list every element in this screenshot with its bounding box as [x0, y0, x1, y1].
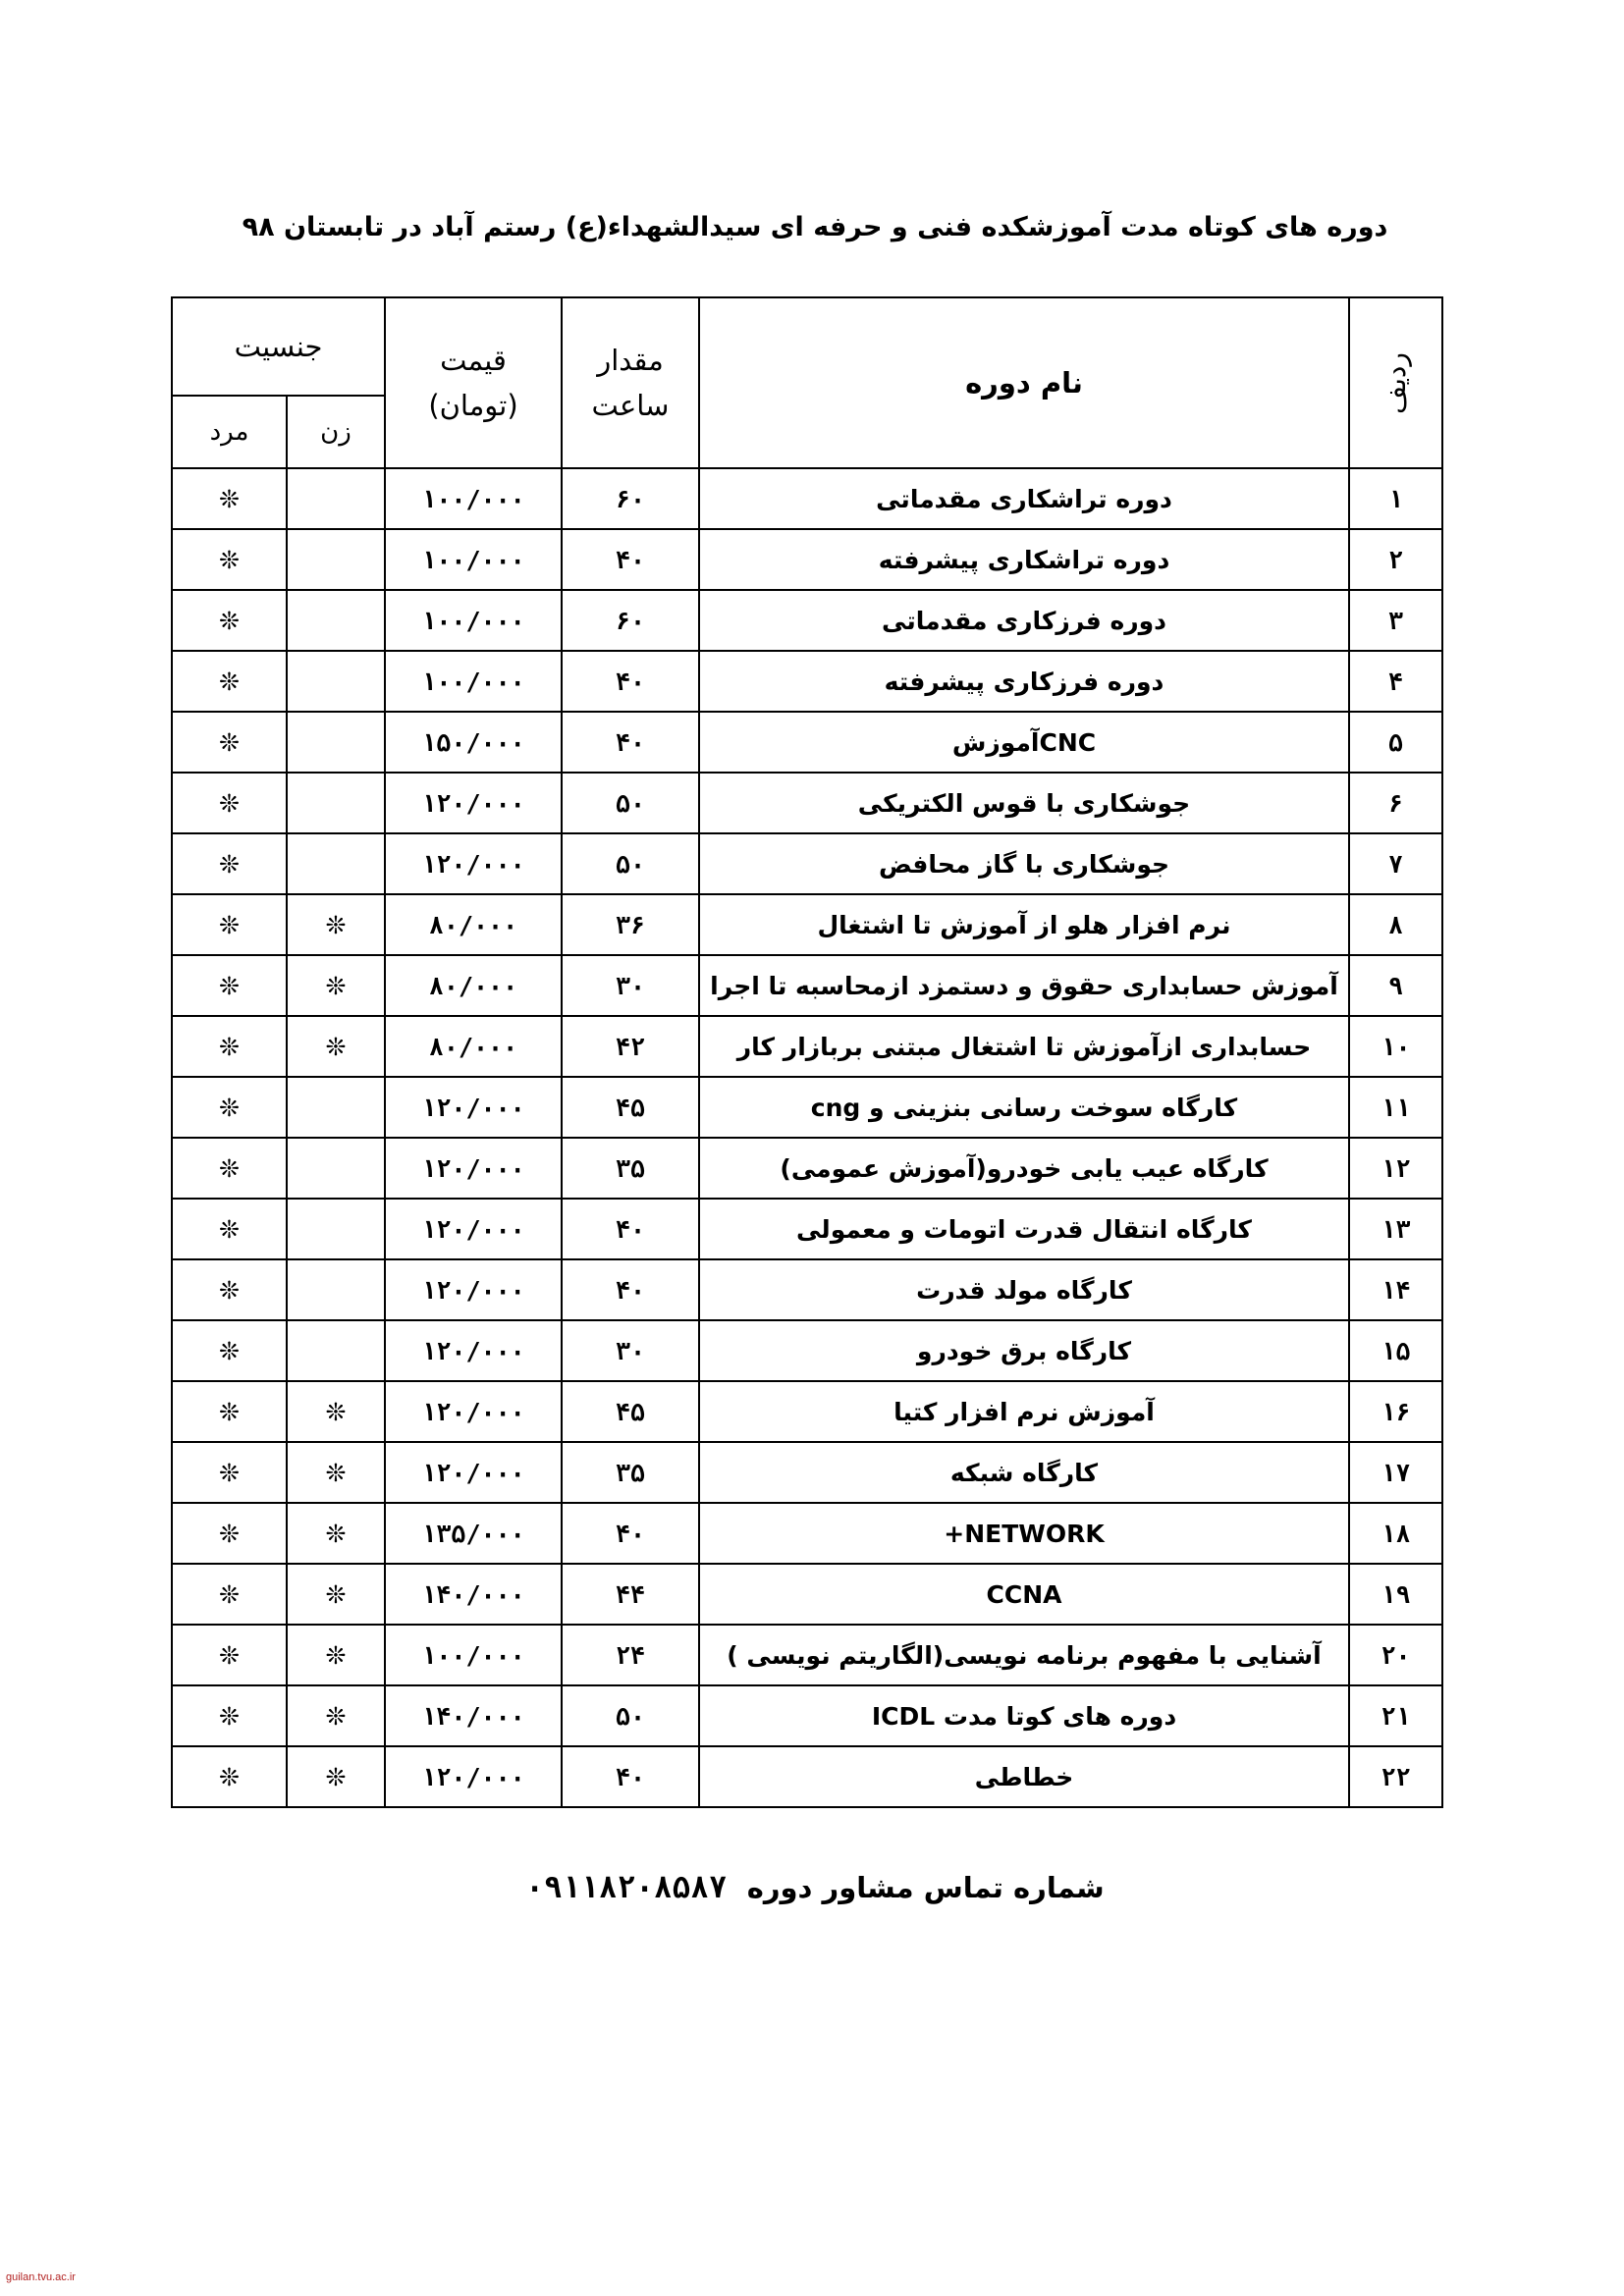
course-name-cell: کارگاه سوخت رسانی بنزینی و cng [699, 1077, 1349, 1138]
course-name-cell: دوره فرزکاری پیشرفته [699, 651, 1349, 712]
row-number-cell: ۶ [1349, 773, 1442, 833]
male-mark-cell: ❊ [172, 651, 287, 712]
row-number-cell: ۱۴ [1349, 1259, 1442, 1320]
hours-cell: ۴۰ [562, 1503, 699, 1564]
female-mark-cell [287, 1320, 385, 1381]
table-row [172, 529, 1442, 590]
hours-cell: ۴۰ [562, 1199, 699, 1259]
table-row [172, 773, 1442, 833]
footer-phone-number: ۰۹۱۱۸۲۰۸۵۸۷ [525, 1870, 728, 1905]
row-number-cell: ۱ [1349, 468, 1442, 529]
row-number-cell: ۲ [1349, 529, 1442, 590]
female-mark-cell [287, 468, 385, 529]
course-name-cell: آموزش حسابداری حقوق و دستمزد ازمحاسبه تا اجرا [699, 955, 1349, 1016]
price-cell: ۸۰/۰۰۰ [385, 955, 562, 1016]
course-name-cell: CCNA [699, 1564, 1349, 1625]
price-cell: ۱۰۰/۰۰۰ [385, 529, 562, 590]
price-cell: ۱۰۰/۰۰۰ [385, 590, 562, 651]
course-name-cell: آموزش نرم افزار کتیا [699, 1381, 1349, 1442]
header-price-line2: (تومان) [428, 389, 518, 422]
header-price-line1: قیمت [440, 344, 507, 377]
footer-contact [147, 1853, 1483, 1922]
course-name-cell: NETWORK+ [699, 1503, 1349, 1564]
site-watermark: guilan.tvu.ac.ir [6, 2271, 76, 2283]
table-row [172, 1625, 1442, 1685]
male-mark-cell: ❊ [172, 1625, 287, 1685]
course-name-cell: کارگاه برق خودرو [699, 1320, 1349, 1381]
course-name-cell: دوره فرزکاری مقدماتی [699, 590, 1349, 651]
price-cell: ۱۴۰/۰۰۰ [385, 1685, 562, 1746]
price-cell: ۱۵۰/۰۰۰ [385, 712, 562, 773]
table-row [172, 833, 1442, 894]
male-mark-cell: ❊ [172, 833, 287, 894]
hours-cell: ۴۲ [562, 1016, 699, 1077]
price-cell: ۱۲۰/۰۰۰ [385, 1381, 562, 1442]
table-row [172, 1442, 1442, 1503]
female-mark-cell [287, 651, 385, 712]
course-name-cell: دوره تراشکاری مقدماتی [699, 468, 1349, 529]
hours-cell: ۳۵ [562, 1138, 699, 1199]
row-number-cell: ۵ [1349, 712, 1442, 773]
header-course-name: نام دوره [699, 297, 1349, 468]
female-mark-cell: ❊ [287, 955, 385, 1016]
male-mark-cell: ❊ [172, 468, 287, 529]
price-cell: ۱۲۰/۰۰۰ [385, 833, 562, 894]
female-mark-cell [287, 712, 385, 773]
male-mark-cell: ❊ [172, 529, 287, 590]
hours-cell: ۶۰ [562, 468, 699, 529]
row-number-cell: ۱۹ [1349, 1564, 1442, 1625]
row-number-cell: ۱۶ [1349, 1381, 1442, 1442]
table-row [172, 1259, 1442, 1320]
hours-cell: ۲۴ [562, 1625, 699, 1685]
hours-cell: ۴۰ [562, 529, 699, 590]
table-row [172, 1199, 1442, 1259]
male-mark-cell: ❊ [172, 1442, 287, 1503]
price-cell: ۱۰۰/۰۰۰ [385, 1625, 562, 1685]
course-name-cell: دوره تراشکاری پیشرفته [699, 529, 1349, 590]
hours-cell: ۴۴ [562, 1564, 699, 1625]
hours-cell: ۴۰ [562, 1746, 699, 1807]
row-number-cell: ۲۱ [1349, 1685, 1442, 1746]
table-row [172, 1320, 1442, 1381]
row-number-cell: ۱۰ [1349, 1016, 1442, 1077]
header-row-number [1349, 297, 1442, 468]
female-mark-cell [287, 833, 385, 894]
hours-cell: ۳۰ [562, 955, 699, 1016]
price-cell: ۱۲۰/۰۰۰ [385, 1320, 562, 1381]
table-row [172, 1016, 1442, 1077]
footer-contact-label: شماره تماس مشاور دوره [746, 1871, 1105, 1904]
male-mark-cell: ❊ [172, 1564, 287, 1625]
course-name-cell: دوره های کوتا مدت ICDL [699, 1685, 1349, 1746]
male-mark-cell: ❊ [172, 1259, 287, 1320]
row-number-cell: ۷ [1349, 833, 1442, 894]
hours-cell: ۴۵ [562, 1381, 699, 1442]
course-name-cell: کارگاه عیب یابی خودرو(آموزش عمومی) [699, 1138, 1349, 1199]
row-number-cell: ۹ [1349, 955, 1442, 1016]
female-mark-cell [287, 529, 385, 590]
price-cell: ۸۰/۰۰۰ [385, 894, 562, 955]
page-title: دوره های کوتاه مدت آموزشکده فنی و حرفه ای سیدالشهداء(ع) رستم آباد در تابستان ۹۸ [242, 212, 1388, 242]
course-name-cell: حسابداری ازآموزش تا اشتغال مبتنی برباز‌ار کار [699, 1016, 1349, 1077]
male-mark-cell: ❊ [172, 894, 287, 955]
course-name-cell: کارگاه مولد قدرت [699, 1259, 1349, 1320]
male-mark-cell: ❊ [172, 1320, 287, 1381]
hours-cell: ۴۰ [562, 651, 699, 712]
row-number-cell: ۳ [1349, 590, 1442, 651]
row-number-cell: ۱۳ [1349, 1199, 1442, 1259]
table-row [172, 955, 1442, 1016]
male-mark-cell: ❊ [172, 955, 287, 1016]
header-hours-line2: ساعت [591, 389, 670, 422]
row-number-cell: ۸ [1349, 894, 1442, 955]
row-number-cell: ۱۷ [1349, 1442, 1442, 1503]
header-hours-line1: مقدار [597, 344, 664, 377]
row-number-cell: ۱۲ [1349, 1138, 1442, 1199]
hours-cell: ۳۵ [562, 1442, 699, 1503]
course-name-cell: جوشکاری با قوس الکتریکی [699, 773, 1349, 833]
female-mark-cell: ❊ [287, 1442, 385, 1503]
hours-cell: ۳۶ [562, 894, 699, 955]
price-cell: ۱۲۰/۰۰۰ [385, 773, 562, 833]
header-gender: جنسیت [172, 297, 385, 396]
female-mark-cell: ❊ [287, 1685, 385, 1746]
male-mark-cell: ❊ [172, 712, 287, 773]
table-row [172, 1138, 1442, 1199]
female-mark-cell [287, 1259, 385, 1320]
hours-cell: ۴۵ [562, 1077, 699, 1138]
male-mark-cell: ❊ [172, 1138, 287, 1199]
female-mark-cell: ❊ [287, 1564, 385, 1625]
table-row [172, 1503, 1442, 1564]
female-mark-cell [287, 1199, 385, 1259]
table-row [172, 590, 1442, 651]
female-mark-cell [287, 1077, 385, 1138]
male-mark-cell: ❊ [172, 773, 287, 833]
table-row [172, 1381, 1442, 1442]
table-row [172, 712, 1442, 773]
hours-cell: ۳۰ [562, 1320, 699, 1381]
male-mark-cell: ❊ [172, 590, 287, 651]
price-cell: ۱۲۰/۰۰۰ [385, 1138, 562, 1199]
table-row [172, 1564, 1442, 1625]
table-row [172, 651, 1442, 712]
course-name-cell: آشنایی با مفهوم برنامه نویسی(الگاریتم نویسی ) [699, 1625, 1349, 1685]
course-rows [172, 468, 1442, 1807]
table-row [172, 894, 1442, 955]
price-cell: ۱۲۰/۰۰۰ [385, 1746, 562, 1807]
hours-cell: ۶۰ [562, 590, 699, 651]
female-mark-cell: ❊ [287, 1016, 385, 1077]
price-cell: ۱۰۰/۰۰۰ [385, 468, 562, 529]
price-cell: ۱۲۰/۰۰۰ [385, 1259, 562, 1320]
male-mark-cell: ❊ [172, 1685, 287, 1746]
course-name-cell: خطاطی [699, 1746, 1349, 1807]
hours-cell: ۵۰ [562, 833, 699, 894]
course-name-cell: کارگاه شبکه [699, 1442, 1349, 1503]
table-row [172, 1746, 1442, 1807]
hours-cell: ۵۰ [562, 773, 699, 833]
price-cell: ۱۳۵/۰۰۰ [385, 1503, 562, 1564]
price-cell: ۱۲۰/۰۰۰ [385, 1442, 562, 1503]
row-number-cell: ۱۵ [1349, 1320, 1442, 1381]
male-mark-cell: ❊ [172, 1746, 287, 1807]
price-cell: ۸۰/۰۰۰ [385, 1016, 562, 1077]
row-number-cell: ۲۰ [1349, 1625, 1442, 1685]
header-price [385, 297, 562, 468]
table-row [172, 1077, 1442, 1138]
female-mark-cell: ❊ [287, 1625, 385, 1685]
course-name-cell: جوشکاری با گاز محافض [699, 833, 1349, 894]
table-row [172, 468, 1442, 529]
female-mark-cell [287, 590, 385, 651]
female-mark-cell: ❊ [287, 1503, 385, 1564]
row-number-cell: ۱۱ [1349, 1077, 1442, 1138]
course-name-cell: CNCآموزش [699, 712, 1349, 773]
female-mark-cell [287, 1138, 385, 1199]
courses-table [171, 296, 1443, 1808]
price-cell: ۱۴۰/۰۰۰ [385, 1564, 562, 1625]
price-cell: ۱۲۰/۰۰۰ [385, 1199, 562, 1259]
hours-cell: ۴۰ [562, 712, 699, 773]
row-number-cell: ۲۲ [1349, 1746, 1442, 1807]
course-name-cell: نرم افزار هلو از آموزش تا اشتغال [699, 894, 1349, 955]
hours-cell: ۴۰ [562, 1259, 699, 1320]
header-female: زن [287, 396, 385, 468]
header-male: مرد [172, 396, 287, 468]
row-number-cell: ۱۸ [1349, 1503, 1442, 1564]
header-row-number-label: ردیف [1380, 351, 1412, 414]
female-mark-cell: ❊ [287, 1381, 385, 1442]
price-cell: ۱۲۰/۰۰۰ [385, 1077, 562, 1138]
row-number-cell: ۴ [1349, 651, 1442, 712]
hours-cell: ۵۰ [562, 1685, 699, 1746]
course-name-cell: کارگاه انتقال قدرت اتومات و معمولی [699, 1199, 1349, 1259]
male-mark-cell: ❊ [172, 1016, 287, 1077]
male-mark-cell: ❊ [172, 1077, 287, 1138]
female-mark-cell [287, 773, 385, 833]
male-mark-cell: ❊ [172, 1381, 287, 1442]
male-mark-cell: ❊ [172, 1199, 287, 1259]
female-mark-cell: ❊ [287, 894, 385, 955]
table-row [172, 1685, 1442, 1746]
header-hours [562, 297, 699, 468]
male-mark-cell: ❊ [172, 1503, 287, 1564]
female-mark-cell: ❊ [287, 1746, 385, 1807]
price-cell: ۱۰۰/۰۰۰ [385, 651, 562, 712]
